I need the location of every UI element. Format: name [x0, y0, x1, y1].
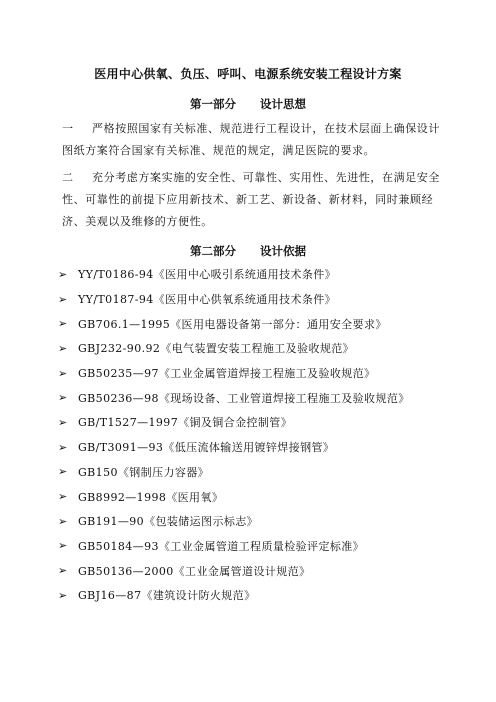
list-item	[58, 385, 458, 410]
list-item	[58, 361, 458, 386]
arrow-bullet-icon: ➢	[58, 366, 68, 380]
arrow-bullet-icon: ➢	[58, 440, 68, 454]
list-item	[58, 484, 458, 509]
standard-text: GB150《钢制压力容器》	[78, 465, 210, 479]
arrow-bullet-icon: ➢	[58, 564, 68, 578]
standard-text: GBJ232-90.92《电气装置安装工程施工及验收规范》	[78, 342, 355, 356]
standard-text: GB50136—2000《工业金属管道设计规范》	[78, 564, 311, 578]
list-item	[58, 460, 458, 485]
list-item	[58, 287, 458, 312]
standard-text: GB50235—97《工业金属管道焊接工程施工及验收规范》	[78, 367, 376, 381]
list-item	[58, 435, 458, 460]
arrow-bullet-icon: ➢	[58, 588, 68, 602]
list-item	[58, 558, 458, 583]
list-item	[58, 583, 458, 608]
arrow-bullet-icon: ➢	[58, 490, 68, 504]
standard-text: YY/T0186-94《医用中心吸引系统通用技术条件》	[78, 268, 337, 282]
arrow-bullet-icon: ➢	[58, 292, 68, 306]
paragraph-text: 严格按照国家有关标准、规范进行工程设计，在技术层面上确保设计图纸方案符合国家有关标准、规范的规定，满足医院的要求。	[62, 122, 440, 157]
list-item	[58, 262, 458, 287]
arrow-bullet-icon: ➢	[58, 465, 68, 479]
arrow-bullet-icon: ➢	[58, 391, 68, 405]
standard-text: GB/T1527—1997《铜及铜合金控制管》	[78, 416, 293, 430]
list-item	[58, 311, 458, 336]
standard-text: GB706.1—1995《医用电器设备第一部分：通用安全要求》	[78, 317, 387, 331]
paragraph-marker: 二	[62, 171, 74, 184]
standard-text: GB/T3091—93《低压流体输送用镀锌焊接钢管》	[78, 441, 335, 455]
list-item	[58, 410, 458, 435]
paragraph-marker: 一	[62, 122, 74, 135]
arrow-bullet-icon: ➢	[58, 341, 68, 355]
standard-text: YY/T0187-94《医用中心供氧系统通用技术条件》	[78, 293, 337, 307]
part1-heading: 第一部分 设计思想	[189, 97, 307, 111]
part2-heading: 第二部分 设计依据	[189, 244, 307, 258]
standards-list	[58, 262, 458, 608]
list-item	[58, 509, 458, 534]
part1-paragraph-1	[62, 118, 448, 162]
arrow-bullet-icon: ➢	[58, 415, 68, 429]
arrow-bullet-icon: ➢	[58, 539, 68, 553]
part1-paragraph-2	[62, 167, 448, 233]
standard-text: GB50184—93《工业金属管道工程质量检验评定标准》	[78, 539, 365, 553]
standard-text: GB50236—98《现场设备、工业管道焊接工程施工及验收规范》	[78, 391, 410, 405]
arrow-bullet-icon: ➢	[58, 267, 68, 281]
list-item	[58, 534, 458, 559]
standard-text: GB191—90《包装储运图示标志》	[78, 515, 259, 529]
document-title: 医用中心供氧、负压、呼叫、电源系统安装工程设计方案	[94, 67, 402, 81]
list-item	[58, 336, 458, 361]
arrow-bullet-icon: ➢	[58, 514, 68, 528]
paragraph-text: 充分考虑方案实施的安全性、可靠性、实用性、先进性，在满足安全性、可靠性的前提下应用新技术、新工艺、新设备、新材料，同时兼顾经济、美观以及维修的方便性。	[62, 171, 440, 228]
standard-text: GB8992—1998《医用氧》	[78, 490, 224, 504]
arrow-bullet-icon: ➢	[58, 317, 68, 331]
standard-text: GBJ16—87《建筑设计防火规范》	[78, 589, 256, 603]
